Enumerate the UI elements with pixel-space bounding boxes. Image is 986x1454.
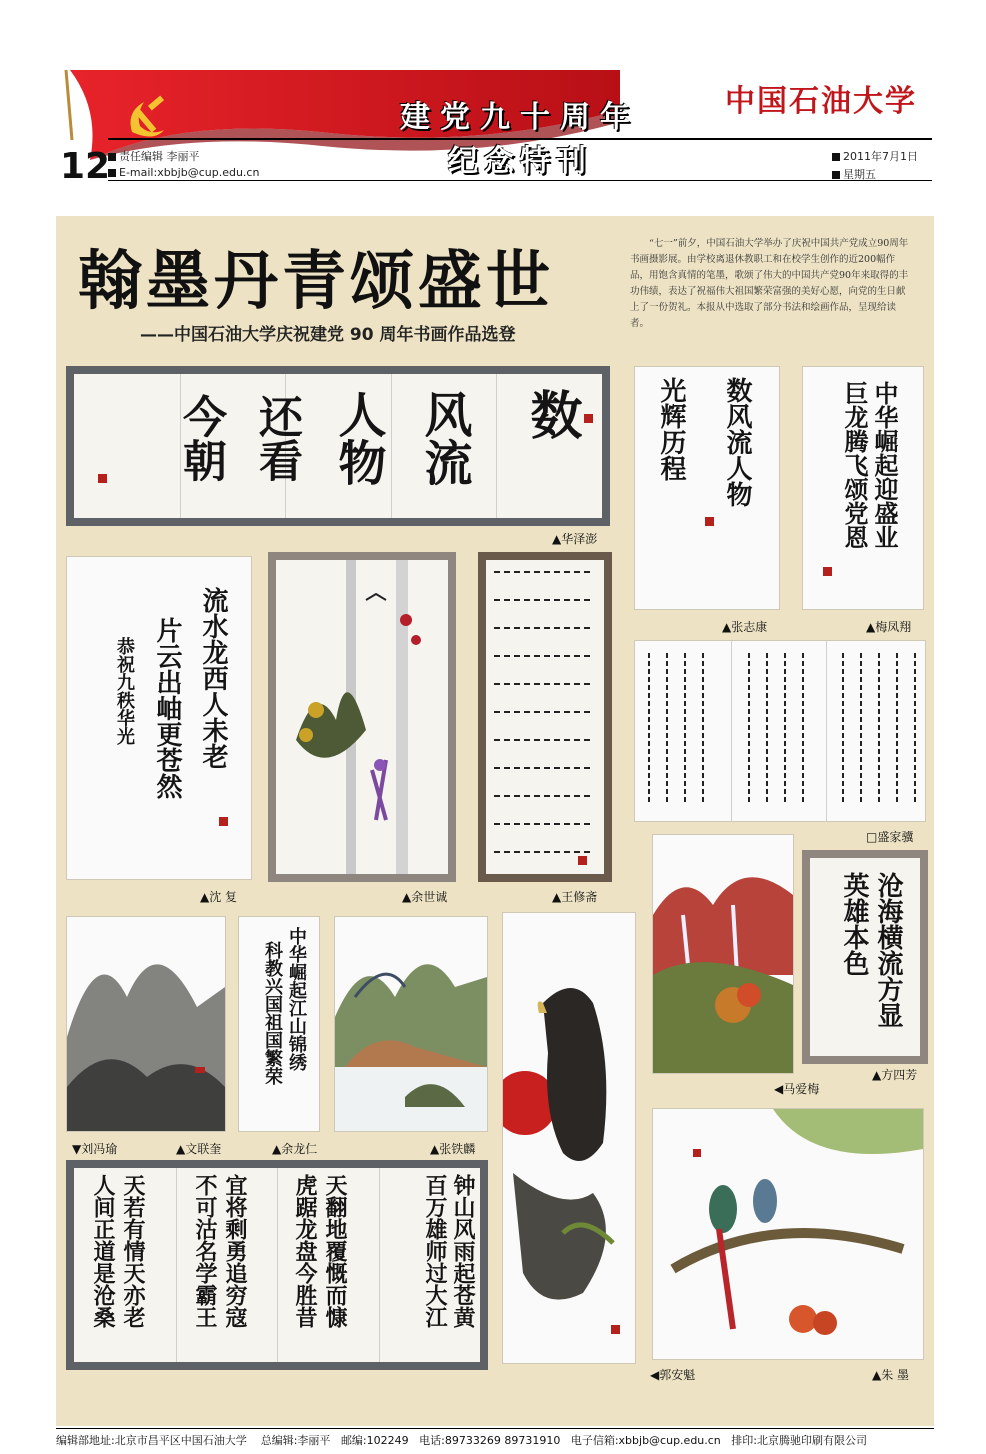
special-issue-subtitle: 纪念特刊 [448,144,592,179]
page-number: 12 [60,146,111,187]
blue-green-landscape-painting [335,917,487,1131]
footer-email: 电子信箱:xbbjb@cup.edu.cn [570,1434,721,1447]
ink-landscape-painting [67,917,225,1131]
calligraphy-column: 钟山风雨起苍黄 [450,1174,476,1328]
footer-phone: 电话:89733269 89731910 [419,1434,561,1447]
calligraphy-column: 人间正道是沧桑 [90,1174,116,1328]
header-rule-bottom [108,180,932,181]
editor-email: E-mail:xbbjb@cup.edu.cn [108,166,259,179]
seal-script-calligraphy [486,560,604,874]
calligraphy-column: 中华崛起江山锦绣 [286,927,307,1071]
caption: ◀马爱梅 [774,1082,820,1096]
calligraphy-column: 英雄本色 [839,872,869,976]
artwork-zhumo [652,1108,924,1360]
calligraphy-column: 天翻地覆慨而慷 [322,1174,348,1328]
calligraphy-char: 数 [521,388,582,440]
calligraphy-char: 还看 [251,394,302,482]
artwork-wangxiuzhai [478,552,612,882]
calligraphy-column: 数风流人物 [722,377,752,507]
calligraphy-column: 天若有情天亦老 [120,1174,146,1328]
calligraphy-char: 人物 [330,390,386,486]
header-rule [108,138,932,140]
caption: ▲梅凤翔 [866,620,912,634]
calligraphy-column: 百万雄师过大江 [422,1174,448,1328]
artwork-zhangzhikang [634,366,780,610]
footer-printer: 排印:北京腾驰印刷有限公司 [731,1434,868,1447]
caption: ▲余世诚 [402,890,448,904]
bamboo-flower-painting [276,560,448,874]
calligraphy-column: 科教兴国祖国繁荣 [262,941,283,1085]
caption: ▲华泽澎 [552,532,598,546]
university-logo-text: 中国石油大学 [725,84,917,119]
footer-address: 编辑部地址:北京市昌平区中国石油大学 [56,1434,247,1447]
caption: ▲王修斋 [552,890,598,904]
footer [56,1432,934,1448]
editor-credit: 责任编辑 李丽平 [108,148,200,164]
footer-postcode: 邮编:102249 [340,1434,409,1447]
regular-script-calligraphy [635,641,925,821]
calligraphy-column: 宜将剩勇追穷寇 [222,1174,248,1328]
red-mountain-painting [653,835,793,1073]
caption: ▲方四芳 [872,1068,918,1082]
artwork-yushicheng [268,552,456,882]
caption: ▲张志康 [722,620,768,634]
footer-chief-editor: 总编辑:李丽平 [260,1434,331,1447]
issue-date: 2011年7月1日 [832,148,918,164]
caption: ▲朱 墨 [872,1368,910,1382]
eagle-painting [503,913,635,1363]
calligraphy-column: 片云出岫更苍然 [152,617,182,799]
footer-rule [56,1428,934,1429]
caption: ◀郭安魁 [650,1368,696,1382]
calligraphy-column: 沧海横流方显 [873,872,903,1028]
caption: □盛家骥 [866,830,914,844]
caption: ▲文联奎 [176,1142,222,1156]
artwork-zhangtielin [334,916,488,1132]
caption: ▲余龙仁 [272,1142,318,1156]
artwork-calligraphy-set [66,1160,488,1370]
caption: ▲张铁麟 [430,1142,476,1156]
artwork-guoankui [502,912,636,1364]
artwork-shenfu [66,556,252,880]
artwork-fangsifang [802,850,928,1064]
calligraphy-column: 不可沽名学霸王 [192,1174,218,1328]
calligraphy-column: 巨龙腾飞颂党恩 [840,381,869,549]
artwork-maaimei [652,834,794,1074]
calligraphy-column: 光辉历程 [656,377,686,481]
calligraphy-char: 今朝 [175,394,226,482]
artwork-wenlianxie [238,916,320,1132]
special-issue-title: 建党九十周年 [400,100,640,135]
calligraphy-char: 风流 [416,390,472,486]
artwork-shengjiaji [634,640,926,822]
caption: ▼刘冯瑜 [72,1142,118,1156]
calligraphy-column: 流水龙西人未老 [198,587,228,769]
calligraphy-column: 虎踞龙盘今胜昔 [292,1174,318,1328]
artwork-huazemiao [66,366,610,526]
birds-painting [653,1109,923,1359]
intro-paragraph: “七一”前夕，中国石油大学举办了庆祝中国共产党成立90周年书画摄影展。由学校离退休教职工和在校学生创作的近200幅作品，用饱含真情的笔墨，歌颂了伟大的中国共产党90年来取得的丰功伟绩，表达了祝福伟大祖国繁荣富强的美好心愿，向党的生日献上了一份贺礼。本报从中选取了部分书法和绘画作品，呈现给读者。 [630,238,909,329]
masthead [60,70,932,188]
calligraphy-column: 恭祝九秩华光 [114,637,135,745]
calligraphy-scroll [74,374,602,518]
artwork-meifengxiang [802,366,924,610]
issue-weekday: 星期五 [832,166,876,182]
artwork-liumaoyu [66,916,226,1132]
caption: ▲沈 复 [200,890,238,904]
calligraphy-column: 中华崛起迎盛业 [870,381,899,549]
headline: 翰墨丹青颂盛世 [78,244,554,319]
subheadline: ——中国石油大学庆祝建党 90 周年书画作品选登 [140,325,516,345]
